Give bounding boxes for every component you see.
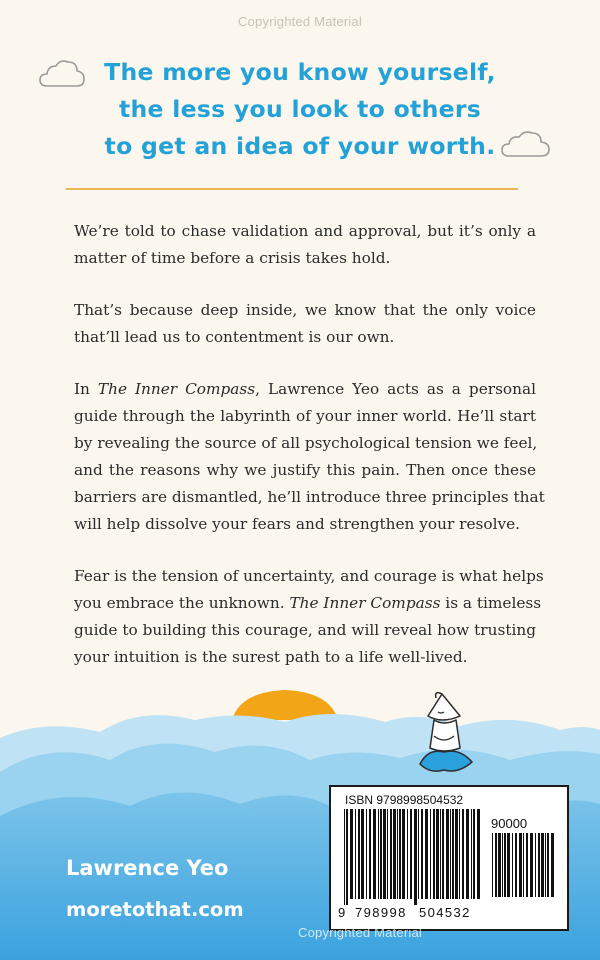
blurb-text: is a timeless <box>440 594 542 612</box>
blurb-line <box>74 590 542 617</box>
barcode-addon-bars <box>491 833 559 903</box>
barcode-digits-right: 504532 <box>419 905 471 920</box>
isbn-label: ISBN 9798998504532 <box>345 793 464 807</box>
blurb-line: barriers are dismantled, he’ll introduce three principles that <box>74 488 545 506</box>
blurb-line: guide through the labyrinth of your inner world. He’ll start <box>74 407 536 425</box>
copyright-watermark-top: Copyrighted Material <box>238 14 362 29</box>
blurb-text: In <box>74 380 98 398</box>
book-title: The Inner Compass <box>289 594 441 612</box>
blurb-paragraph <box>74 376 545 538</box>
blurb-line <box>74 376 536 403</box>
blurb-line: will help dissolve your fears and strengthen your resolve. <box>74 515 521 533</box>
isbn-barcode <box>329 785 569 931</box>
price-code: 90000 <box>491 816 528 831</box>
author-name: Lawrence Yeo <box>66 856 229 880</box>
blurb-line: Fear is the tension of uncertainty, and courage is what helps <box>74 567 544 585</box>
blurb-line: your intuition is the surest path to a life well-lived. <box>74 648 468 666</box>
tagline-line: the less you look to others <box>118 95 482 123</box>
barcode-digits-left: 798998 <box>355 905 407 920</box>
divider-rule <box>66 188 518 190</box>
blurb-paragraph <box>74 563 544 671</box>
blurb-line: matter of time before a crisis takes hold. <box>74 249 391 267</box>
book-title: The Inner Compass <box>97 380 256 398</box>
website-url: moretothat.com <box>66 898 244 921</box>
copyright-watermark-bottom: Copyrighted Material <box>298 925 422 940</box>
blurb-line: That’s because deep inside, we know that the only voice <box>74 301 536 319</box>
blurb-text: , Lawrence Yeo acts as a personal <box>255 380 536 398</box>
barcode-bars <box>343 809 483 905</box>
barcode-digit-prefix: 9 <box>338 905 346 920</box>
blurb-line: We’re told to chase validation and approval, but it’s only a <box>74 222 536 240</box>
tagline-line: The more you know yourself, <box>104 58 496 86</box>
tagline-line: to get an idea of your worth. <box>104 132 496 160</box>
blurb-line: by revealing the source of all psychological tension we feel, <box>74 434 538 452</box>
tagline-quote <box>40 54 560 165</box>
blurb <box>74 218 545 696</box>
blurb-paragraph <box>74 297 536 351</box>
blurb-text: you embrace the unknown. <box>74 594 290 612</box>
blurb-line: that’ll lead us to contentment is our own. <box>74 328 395 346</box>
blurb-line: guide to building this courage, and will reveal how trusting <box>74 621 536 639</box>
blurb-line: and the reasons why we justify this pain. Then once these <box>74 461 536 479</box>
blurb-paragraph <box>74 218 536 272</box>
